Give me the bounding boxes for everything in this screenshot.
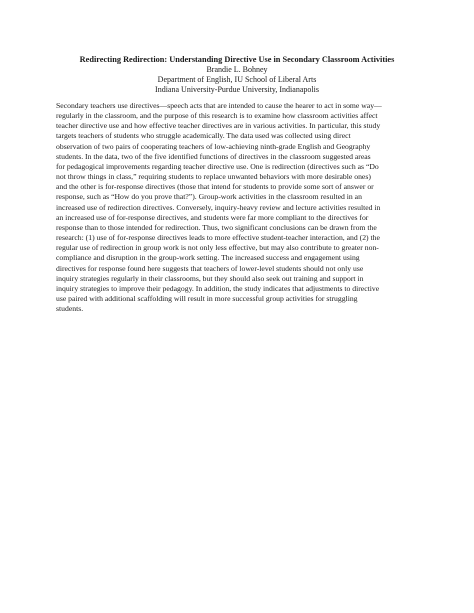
abstract-line: inquiry strategies regularly in their classrooms, but they should also seek out training and support in <box>56 273 364 283</box>
abstract-line: teacher directive use and how effective teacher directives are in various activities. In particular, this study <box>56 121 381 131</box>
abstract-line: Secondary teachers use directives—speech acts that are intended to cause the hearer to act in some way— <box>56 101 382 110</box>
abstract-line: response, such as “How do you prove that?”). Group-work activities in the classroom resulted in an <box>56 192 362 202</box>
abstract-line: use paired with additional scaffolding will result in more successful group activities for struggling <box>56 293 358 303</box>
author-university: Indiana University-Purdue University, Indianapolis <box>155 85 319 94</box>
abstract-line: inquiry strategies to improve their pedagogy. In addition, the study indicates that adjustments to directive <box>56 283 380 293</box>
author-name: Brandie L. Bohney <box>206 65 268 74</box>
abstract-line: an increased use of for-response directives, and students were far more compliant to the directives for <box>56 212 369 222</box>
abstract-line: response than to those intended for redirection. Thus, two significant conclusions can be drawn from the <box>56 222 377 232</box>
abstract-line: students. In the data, two of the five identified functions of directives in the classroom suggested areas <box>56 151 371 161</box>
abstract-line: students. <box>56 304 84 314</box>
paper-header <box>40 55 434 95</box>
abstract-body <box>56 101 422 314</box>
author-department: Department of English, IU School of Liberal Arts <box>157 75 317 84</box>
abstract-line: targets teachers of students who struggle academically. The data used was collected using direct <box>56 131 351 141</box>
abstract-line: regular use of redirection in group work is not only less effective, but may also contribute to greater non- <box>56 243 379 253</box>
abstract-line: for pedagogical improvements regarding teacher directive use. One is redirection (directives such as “Do <box>56 161 379 171</box>
abstract-line: directives for response found here suggests that teachers of lower-level students should not only use <box>56 263 364 273</box>
paper-title: Redirecting Redirection: Understanding Directive Use in Secondary Classroom Activities <box>79 55 395 64</box>
abstract-line: increased use of redirection directives. Conversely, inquiry-heavy review and lecture activities resulted in <box>56 202 381 212</box>
abstract-line: research: (1) use of for-response directives leads to more effective student-teacher interaction, and (2) the <box>56 233 380 243</box>
abstract-line: observation of two pairs of cooperating teachers of low-achieving ninth-grade English and Geography <box>56 141 371 151</box>
abstract-line: not throw things in class,” requiring students to replace unwanted behaviors with more desirable ones) <box>56 172 371 182</box>
abstract-line: and the other is for-response directives (those that intend for students to provide some sort of answer or <box>56 182 374 192</box>
abstract-line: regularly in the classroom, and the purpose of this research is to examine how classroom activities affect <box>56 111 378 121</box>
abstract-line: compliance and disruption in the group-work setting. The increased success and engagement using <box>56 253 360 263</box>
